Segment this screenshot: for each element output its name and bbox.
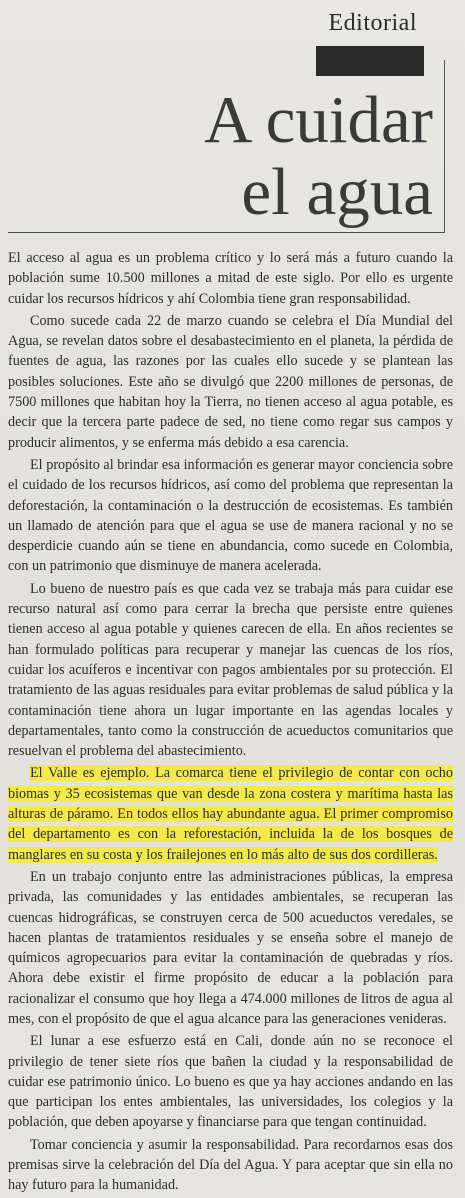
paragraph: En un trabajo conjunto entre las administraciones públicas, la empresa privada, las comunidades y las entidades ambientales, se recuperan las cuencas hidrográficas, se construyen cerca de 500 acueductos veredales, se hacen plantas de tratamientos residuales y se enseña sobre el manejo de químicos agropecuarios para evitar la contaminación de quebradas y ríos. Ahora debe existir el firme propósito de educar a la población para racionalizar el consumo que hoy llega a 474.000 millones de litros de agua al mes, con el propósito de que el agua alcance para las generaciones venideras. — [8, 868, 453, 1027]
vertical-rule — [444, 60, 445, 232]
horizontal-rule — [8, 232, 445, 233]
section-label: Editorial — [328, 10, 417, 36]
article-body — [8, 248, 453, 1198]
highlighted-text: El Valle es ejemplo. La comarca tiene el privilegio de contar con ocho biomas y 35 ecosistemas que van desde la zona costera y marítima hasta las alturas de páramo. En todos ellos hay abundante agua. El primer compromiso del departamento es con la reforestación, incluida la de los bosques de manglares en su costa y los frailejones en lo más alto de sus dos cordilleras. — [8, 765, 453, 863]
headline — [133, 84, 433, 228]
paragraph: El acceso al agua es un problema crítico y lo será más a futuro cuando la población sume 10.500 millones a mitad de este siglo. Por ello es urgente cuidar los recursos hídricos y ahí Colombia tiene gran responsabilidad. — [8, 250, 453, 307]
paragraph: El propósito al brindar esa información es generar mayor conciencia sobre el cuidado de los recursos hídricos, así como del problema que representan la deforestación, la contaminación o la destrucción de ecosistemas. Es también un llamado de atención para que el agua se use de manera racional y no se desperdicie cuando aún se tiene en abundancia, como sucede en Colombia, con un patrimonio que disminuye de manera acelerada. — [8, 456, 453, 575]
paragraph: Como sucede cada 22 de marzo cuando se celebra el Día Mundial del Agua, se revelan datos sobre el desabastecimiento en el planeta, la pérdida de fuentes de agua, las razones por las cuales ello sucede y se plantean las posibles soluciones. Este año se divulgó que 2200 millones de personas, de 7500 millones que habitan hoy la Tierra, no tienen acceso al agua potable, es decir que la tercera parte padece de sed, no tiene como regar sus campos y producir alimentos, y se enferma más debido a esa carencia. — [8, 312, 453, 451]
headline-line-2: el agua — [241, 155, 433, 229]
paragraph: El lunar a ese esfuerzo está en Cali, donde aún no se reconoce el privilegio de tener siete ríos que bañen la ciudad y la responsabilidad de cuidar ese patrimonio único. Lo bueno es que ya hay acciones andando en las que participan los entes ambientales, las universidades, los colegios y la población, que deben apoyarse y financiarse para que tengan continuidad. — [8, 1033, 453, 1131]
paragraph: Lo bueno de nuestro país es que cada vez se trabaja más para cuidar ese recurso natural así como para cerrar la brecha que persiste entre quienes tienen acceso al agua potable y quienes carecen de ella. En años recientes se han formulado políticas para recuperar y manejar las cuencas de los ríos, cuidar los acuíferos e incentivar con pagos ambientales por su protección. El tratamiento de las aguas residuales para evitar problemas de salud pública y la contaminación tiene ahora un lugar importante en las agendas locales y departamentales, tanto como la construcción de acueductos comunitarios que resuelvan el problema del abastecimiento. — [8, 580, 453, 760]
section-bar — [316, 46, 424, 76]
paragraph-highlighted — [8, 763, 453, 864]
paragraph: Tomar conciencia y asumir la responsabilidad. Para recordarnos esas dos premisas sirve la celebración del Día del Agua. Y para aceptar que sin ella no hay futuro para la humanidad. — [8, 1136, 453, 1194]
headline-line-1: A cuidar — [204, 83, 433, 157]
